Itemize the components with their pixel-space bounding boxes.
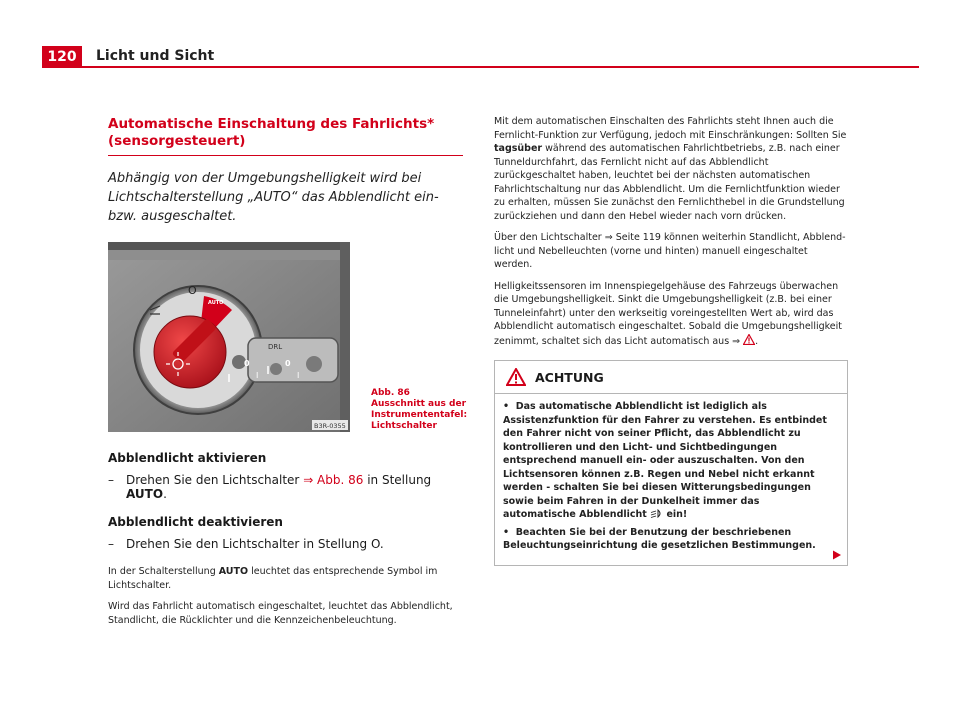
one-label-b: I	[297, 371, 300, 380]
switch-off-label: O	[188, 284, 197, 297]
warning-header	[495, 361, 847, 394]
switch-auto-label: AUTO	[208, 300, 224, 306]
continue-arrow-icon	[832, 550, 842, 560]
one-label-a: I	[256, 371, 259, 380]
figure-caption-text: Ausschnitt aus der Instrumententafel: Lichtschalter	[371, 399, 468, 431]
warning-item-1-text: Das automatische Abblendlicht ist lediglich als Assistenzfunktion für den Fahrer zu verstehen. Es entbindet den Fahrer nicht von seiner Pflicht, das Abblendlicht zu kontrollieren und den Licht- und Sichtbedingungen entsprechend manuell ein- oder auszuschalten. Von den Lichtsensoren können z.B. Regen und Nebel nicht erkannt werden - schalten Sie bei diesen Witterungsbedingungen sowie beim Fahren in der Dunkelheit immer das automatische Abblendlicht	[503, 401, 827, 520]
activate-step-mid: in Stellung	[363, 473, 432, 487]
deactivate-heading: Abblendlicht deaktivieren	[108, 515, 283, 529]
header-rule	[42, 66, 919, 68]
note1-post: leuchtet das entsprechende Symbol im Lichtschalter.	[108, 566, 438, 591]
intro-text: Abhängig von der Umgebungshelligkeit wird bei Lichtschalterstellung „AUTO“ das Abblendlicht ein- bzw. ausgeschaltet.	[108, 171, 439, 224]
activate-step-end: .	[163, 487, 167, 501]
chapter-title: Licht und Sicht	[96, 48, 215, 64]
zero-label-a: 0	[244, 359, 250, 368]
note1-pre: In der Schalterstellung	[108, 566, 219, 577]
low-beam-icon	[650, 509, 663, 518]
drl-label: DRL	[268, 343, 283, 351]
paragraph-sensors: Helligkeitssensoren im Innenspiegelgehäuse des Fahrzeugs überwachen die Umgebungshelligkeit. Sinkt die Umgebungshelligkeit (z.B. bei einer Tunneleinfahrt) unter den werkseitig voreingestellten Wert ab, wird das Abblendlicht automatisch eingeschaltet. Sobald die Umgebungshelligkeit zenimmt, schaltet sich das Licht automatisch aus ⇒ .	[494, 280, 843, 347]
zero-label-b: 0	[285, 359, 291, 368]
p1-bold: tagsüber	[494, 143, 543, 154]
warning-icon	[506, 368, 526, 386]
warning-item-2: • Beachten Sie bei der Benutzung der beschriebenen Beleuchtungseinrichtung die gesetzlichen Bestimmungen.	[503, 526, 816, 551]
warning-triangle-icon[interactable]	[743, 334, 755, 345]
figure-reference-link[interactable]: ⇒ Abb. 86	[303, 473, 364, 487]
figure-code: B3R-0355	[314, 422, 346, 430]
deactivate-step-text: Drehen Sie den Lichtschalter in Stellung O.	[126, 537, 384, 551]
warning-item-1: • Das automatische Abblendlicht ist lediglich als Assistenzfunktion für den Fahrer zu verstehen. Es entbindet den Fahrer nicht von seiner Pflicht, das Abblendlicht zu kontrollieren und den Licht- und Sichtbedingungen entsprechend manuell ein- oder auszuschalten. Von den Lichtsensoren können z.B. Regen und Nebel nicht erkannt werden - schalten Sie bei diesen Witterungsbedingungen sowie beim Fahren in der Dunkelheit immer das automatische Abblendlicht ein!	[503, 401, 827, 520]
paragraph-high-beam	[494, 115, 848, 223]
p1-pre: Mit dem automatischen Einschalten des Fahrlichts steht Ihnen auch die Fernlicht-Funktion zur Verfügung, jedoch mit Einschränkungen: Sollten Sie	[494, 116, 847, 141]
section-title: Automatische Einschaltung des Fahrlichts* (sensorgesteuert)	[108, 116, 463, 156]
activate-step-text: Drehen Sie den Lichtschalter	[126, 473, 304, 487]
deactivate-step: – Drehen Sie den Lichtschalter in Stellung O.	[108, 537, 384, 551]
warning-box	[494, 360, 848, 566]
figure-caption-number: Abb. 86	[371, 388, 410, 398]
p1-post: während des automatischen Fahrlichtbetriebs, z.B. nach einer Tunneldurchfahrt, das Fernlicht nicht auf das Abblendlicht zurückgeschaltet haben, leuchtet bei der nächsten automatischen Fahrlichtschaltung nur das Abblendlicht. Um die Fernlichtfunktion wieder zu erhalten, müssen Sie zunächst den Fernlichthebel in die Grundstellung zurückziehen und dann den Hebel wieder nach vorn drücken.	[494, 143, 845, 222]
page-number: 120	[42, 46, 82, 68]
note1-bold: AUTO	[218, 566, 249, 577]
note-auto-symbol	[108, 565, 463, 592]
light-switch-illustration	[108, 242, 350, 432]
warning-title: ACHTUNG	[535, 369, 604, 385]
note-automatic-lights: Wird das Fahrlicht automatisch eingeschaltet, leuchtet das Abblendlicht, Standlicht, die Rücklichter und die Kennzeichenbeleuchtung.	[108, 601, 453, 626]
activate-heading: Abblendlicht aktivieren	[108, 451, 267, 465]
figure-86	[108, 242, 468, 432]
right-column	[494, 115, 848, 566]
figure-caption	[371, 388, 467, 432]
activate-step-auto: AUTO	[126, 487, 164, 501]
p3-text: Helligkeitssensoren im Innenspiegelgehäuse des Fahrzeugs überwachen die Umgebungshelligkeit. Sinkt die Umgebungshelligkeit (z.B. bei einer Tunneleinfahrt) unter den werkseitig voreingestellten Wert ab, wird das Abblendlicht automatisch eingeschaltet. Sobald die Umgebungshelligkeit zenimmt, schaltet sich das Licht automatisch aus ⇒	[494, 280, 843, 347]
warning-item-2-text: Beachten Sie bei der Benutzung der beschriebenen Beleuchtungseinrichtung die gesetzlichen Bestimmungen.	[503, 526, 816, 551]
activate-step: – Drehen Sie den Lichtschalter ⇒ Abb. 86 in Stellung AUTO.	[108, 473, 432, 501]
left-column	[108, 116, 468, 627]
paragraph-manual-lights: Über den Lichtschalter ⇒ Seite 119 können weiterhin Standlicht, Abblendlicht und Nebelleuchten (vorne und hinten) manuell eingeschaltet werden.	[494, 232, 846, 270]
warning-item-1-end: ein!	[663, 509, 688, 520]
warning-body	[495, 394, 847, 565]
